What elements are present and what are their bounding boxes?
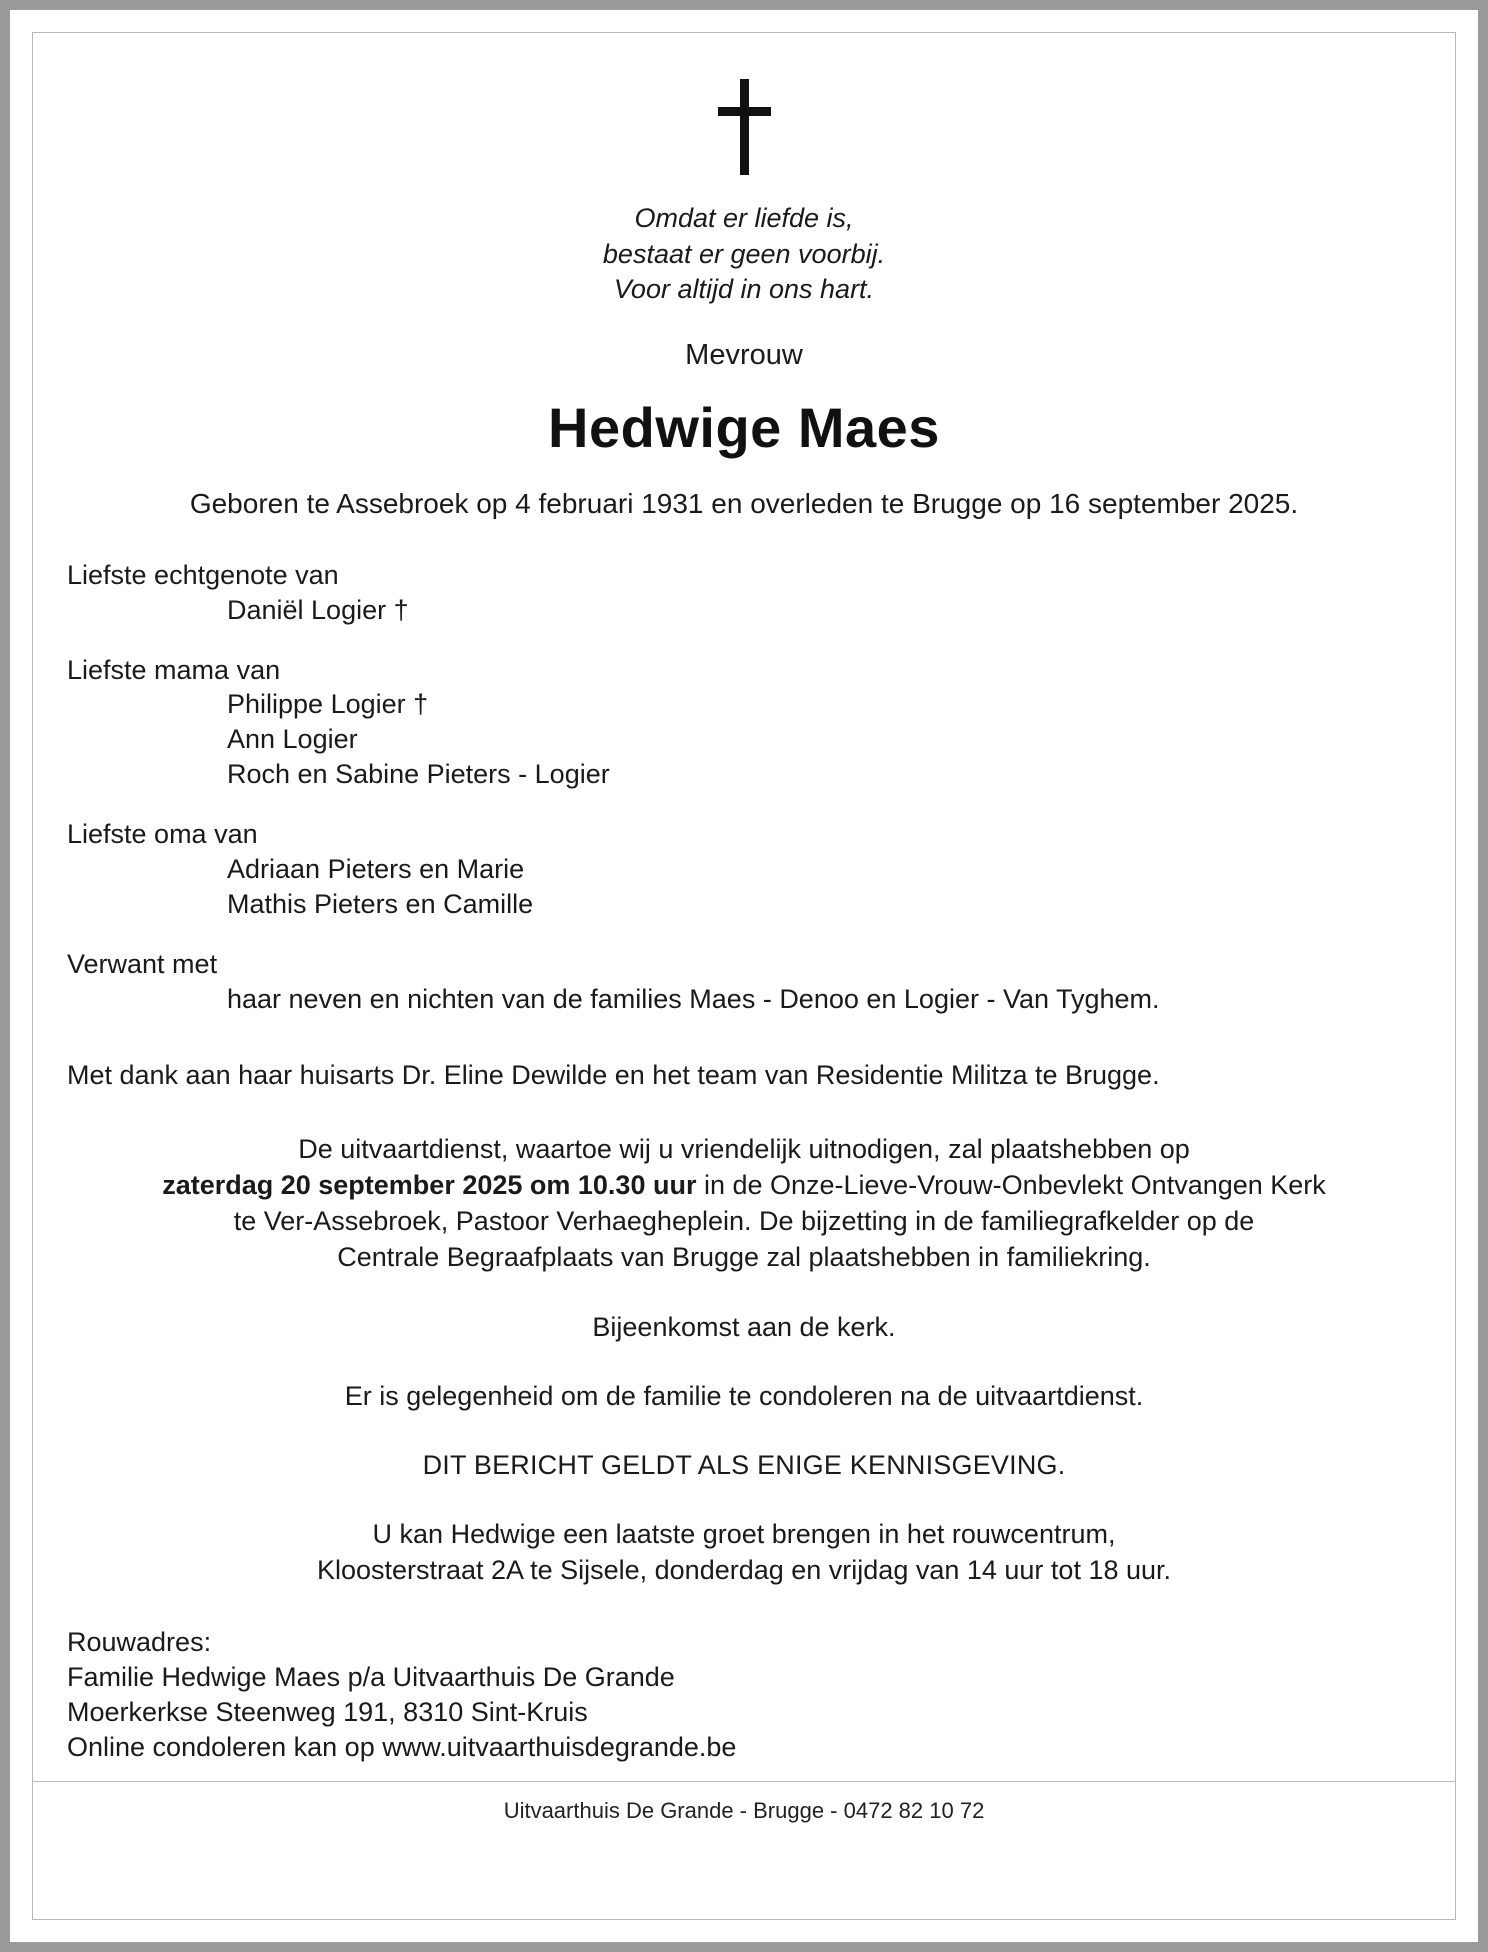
address-label: Rouwadres: (67, 1627, 212, 1658)
sole-notice: DIT BERICHT GELDT ALS ENIGE KENNISGEVING. (422, 1450, 1066, 1481)
relation-names (67, 593, 1421, 628)
cross-icon-wrapper (67, 79, 1421, 175)
relation-names (67, 852, 1421, 922)
memorial-card-content (32, 32, 1456, 1920)
relation-name: Roch en Sabine Pieters - Logier (227, 759, 610, 790)
viewing-info (67, 1517, 1421, 1589)
relation-name: haar neven en nichten van de families Maes - Denoo en Logier - Van Tyghem. (227, 983, 1160, 1014)
service-details (67, 1132, 1421, 1276)
relation-group-spouse (67, 559, 1421, 628)
thanks-note: Met dank aan haar huisarts Dr. Eline Dewilde en het team van Residentie Militza te Brugge. (67, 1059, 1160, 1090)
poem-line-3: Voor altijd in ons hart. (613, 274, 875, 305)
relation-group-children (67, 654, 1421, 793)
gathering-note: Bijeenkomst aan de kerk. (592, 1311, 896, 1342)
memorial-poem (67, 201, 1421, 308)
relation-names (67, 687, 1421, 792)
viewing-line-2: Kloosterstraat 2A te Sijsele, donderdag en vrijdag van 14 uur tot 18 uur. (316, 1555, 1172, 1586)
mourning-address (67, 1625, 1421, 1765)
address-line-1: Familie Hedwige Maes p/a Uitvaarthuis De Grande (67, 1662, 675, 1693)
salutation: Mevrouw (685, 338, 803, 371)
relation-name: Philippe Logier † (227, 689, 429, 720)
poem-line-1: Omdat er liefde is, (634, 203, 854, 233)
memorial-card-paper (10, 10, 1478, 1942)
relation-title: Liefste echtgenote van (67, 560, 339, 591)
life-dates: Geboren te Assebroek op 4 februari 1931 en overleden te Brugge op 16 september 2025. (189, 488, 1299, 520)
relation-group-grandchildren (67, 818, 1421, 922)
condolence-note: Er is gelegenheid om de familie te condoleren na de uitvaartdienst. (344, 1381, 1144, 1412)
relation-name: Ann Logier (227, 724, 358, 755)
deceased-name: Hedwige Maes (548, 395, 940, 459)
relation-name: Daniël Logier † (227, 594, 409, 625)
viewing-line-1: U kan Hedwige een laatste groet brengen in het rouwcentrum, (372, 1519, 1116, 1550)
funeral-home-footer: Uitvaarthuis De Grande - Brugge - 0472 82 10 72 (503, 1798, 985, 1824)
latin-cross-icon (712, 79, 776, 175)
relation-name: Adriaan Pieters en Marie (227, 853, 525, 884)
service-line-2 (67, 1168, 1421, 1204)
address-online-condolence: Online condoleren kan op www.uitvaarthuisdegrande.be (67, 1732, 737, 1763)
relation-title: Liefste oma van (67, 819, 258, 850)
poem-line-2: bestaat er geen voorbij. (602, 238, 886, 269)
service-line-3: te Ver-Assebroek, Pastoor Verhaegheplein. De bijzetting in de familiegrafkelder op de (233, 1206, 1255, 1237)
relation-title: Liefste mama van (67, 654, 281, 685)
relation-names (67, 982, 1421, 1017)
cross-horizontal-bar (718, 107, 771, 116)
service-datetime: zaterdag 20 september 2025 om 10.30 uur (162, 1170, 697, 1201)
service-venue: in de Onze-Lieve-Vrouw-Onbevlekt Ontvangen Kerk (696, 1170, 1326, 1201)
service-line-1: De uitvaartdienst, waartoe wij u vriendelijk uitnodigen, zal plaatshebben op (298, 1134, 1190, 1165)
cross-vertical-bar (740, 79, 749, 175)
relation-group-relatives (67, 948, 1421, 1017)
address-line-2: Moerkerkse Steenweg 191, 8310 Sint-Kruis (67, 1697, 588, 1728)
relation-title: Verwant met (67, 949, 218, 980)
relation-name: Mathis Pieters en Camille (227, 888, 534, 919)
service-line-4: Centrale Begraafplaats van Brugge zal plaatshebben in familiekring. (337, 1242, 1151, 1273)
